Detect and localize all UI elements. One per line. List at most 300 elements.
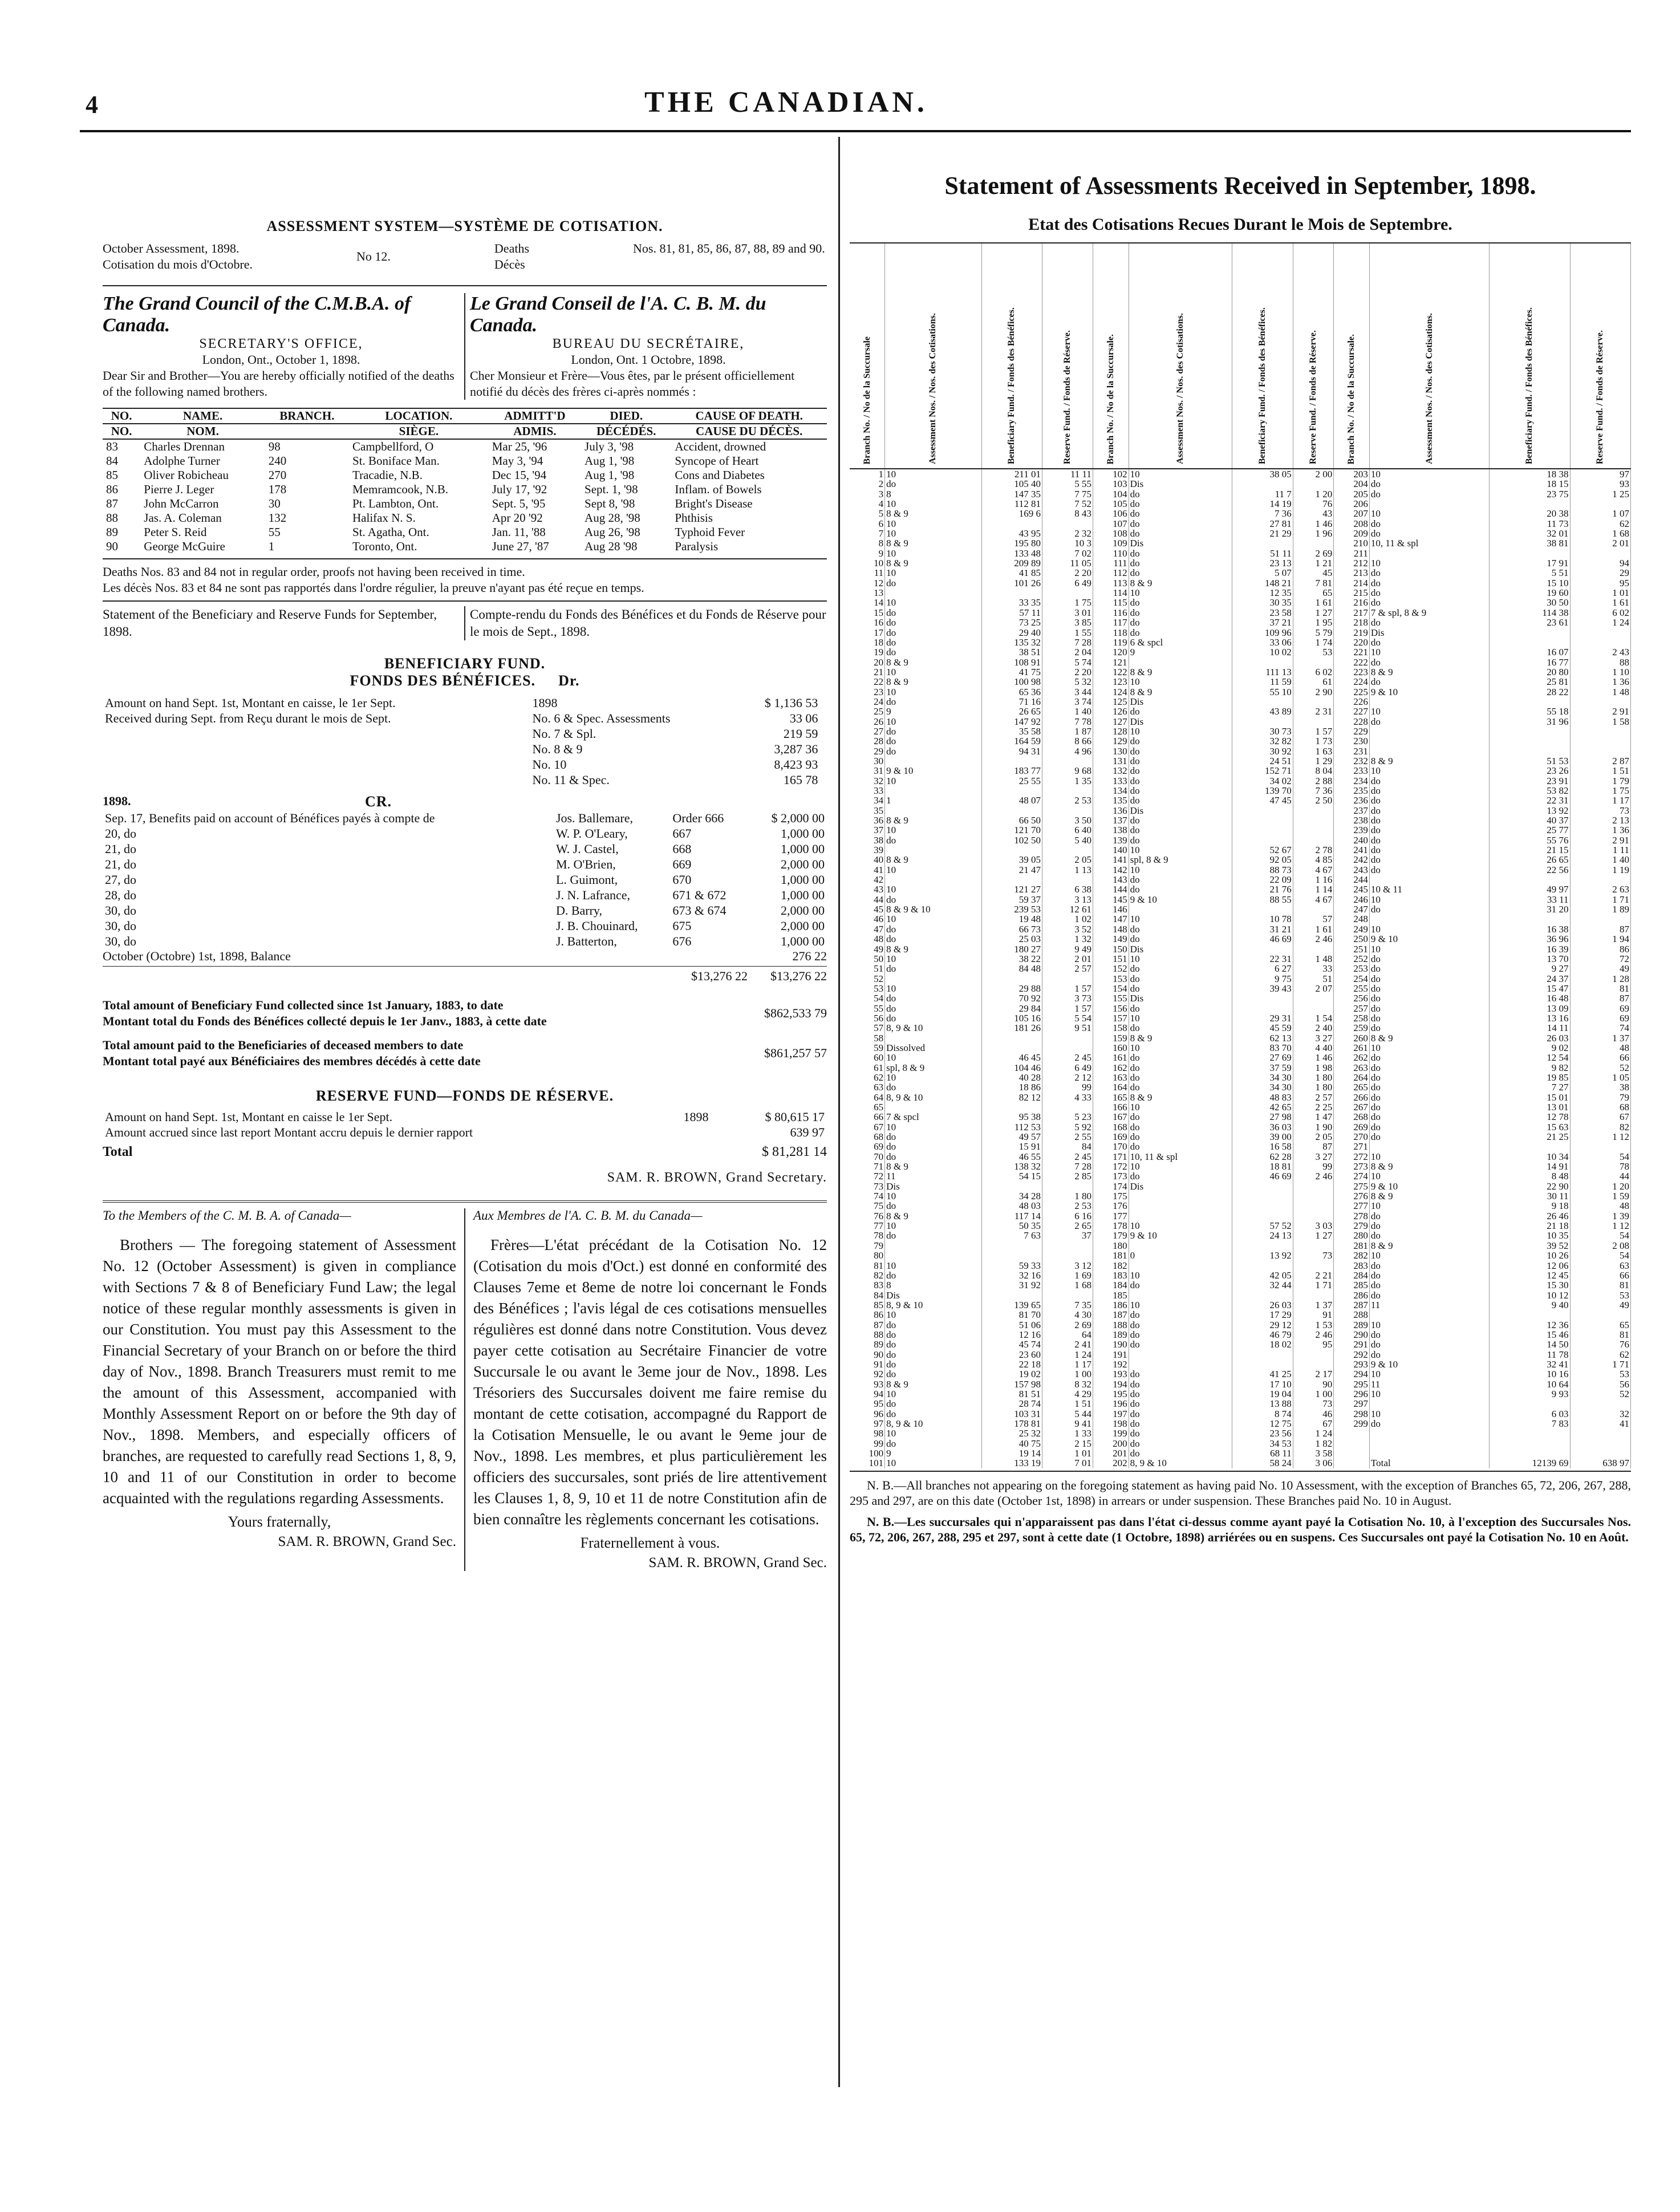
table-cell: do	[1369, 1013, 1489, 1023]
table-cell: Charles Drennan	[144, 440, 225, 453]
table-cell: 240	[1334, 835, 1370, 845]
table-row	[850, 1073, 1631, 1082]
table-cell: 52 67	[1232, 845, 1293, 855]
table-cell: Mar 25, '96	[492, 440, 547, 453]
table-cell: 29	[850, 746, 885, 756]
table-cell: 182	[1093, 1261, 1129, 1271]
table-cell: 43	[1293, 509, 1333, 518]
table-cell: do	[1369, 984, 1489, 993]
table-cell: Pt. Lambton, Ont.	[352, 497, 439, 510]
table-row	[850, 509, 1631, 518]
table-cell	[1129, 1201, 1232, 1211]
table-cell: 28 74	[981, 1399, 1042, 1409]
table-cell: do	[1129, 1330, 1232, 1340]
table-cell: do	[1369, 1112, 1489, 1122]
table-cell: 270	[1334, 1132, 1370, 1142]
table-cell: 10	[1369, 647, 1489, 657]
table-cell: 57 11	[981, 608, 1042, 618]
table-row	[850, 815, 1631, 825]
table-cell: Aug 28, '98	[585, 511, 640, 525]
table-cell: 103 31	[981, 1409, 1042, 1419]
table-cell: 45 74	[981, 1340, 1042, 1349]
table-cell: do	[1369, 815, 1489, 825]
table-cell	[1369, 875, 1489, 884]
table-cell: 22 31	[1232, 954, 1293, 964]
table-cell: spl, 8 & 9	[885, 1063, 982, 1073]
table-cell: 129	[1093, 736, 1129, 746]
table-cell: 2 12	[1042, 1073, 1093, 1082]
table-cell	[1334, 1439, 1370, 1448]
table-cell: do	[885, 895, 982, 904]
table-cell: 1,000 00	[781, 826, 825, 841]
column-header	[1232, 243, 1293, 469]
table-cell: 114	[1093, 588, 1129, 598]
table-cell	[1293, 1261, 1333, 1271]
page-number: 4	[86, 91, 98, 119]
table-cell	[1490, 549, 1570, 558]
table-cell: 0	[1129, 1251, 1232, 1260]
table-cell: do	[1369, 806, 1489, 815]
table-cell	[1570, 1428, 1630, 1438]
table-cell: 119	[1093, 638, 1129, 647]
table-cell: 158	[1093, 1023, 1129, 1033]
letter-fr-signature: SAM. R. BROWN, Grand Sec.	[648, 1555, 827, 1570]
table-cell	[1570, 697, 1630, 707]
double-rule	[103, 1200, 827, 1203]
table-row	[850, 598, 1631, 607]
table-cell: 22 31	[1490, 795, 1570, 805]
table-cell: 176	[1093, 1201, 1129, 1211]
table-cell: 146	[1093, 904, 1129, 914]
table-cell: do	[885, 835, 982, 845]
table-cell: 247	[1334, 904, 1370, 914]
table-cell: 23 91	[1490, 776, 1570, 786]
table-cell: 45	[1293, 568, 1333, 578]
table-cell: 70 92	[981, 993, 1042, 1003]
table-cell: Order 666	[672, 811, 724, 825]
table-cell: 53 82	[1490, 786, 1570, 795]
table-row	[850, 677, 1631, 687]
table-cell	[103, 741, 530, 757]
table-cell: W. J. Castel,	[555, 842, 619, 856]
table-cell: Dis	[1129, 1182, 1232, 1191]
table-row	[850, 1330, 1631, 1340]
table-cell: 105 40	[981, 479, 1042, 489]
table-cell: Total	[1369, 1458, 1489, 1468]
column-header: ADMIS.	[489, 424, 581, 439]
table-cell: 11 11	[1042, 469, 1093, 479]
table-cell: 81 51	[981, 1389, 1042, 1399]
table-cell: do	[1369, 1122, 1489, 1132]
table-cell	[1232, 1290, 1293, 1300]
table-cell: do	[1129, 1122, 1232, 1132]
table-cell: 1 69	[1042, 1271, 1093, 1280]
table-cell: 107	[1093, 519, 1129, 529]
statement-en: Statement of the Beneficiary and Reserve Funds for September, 1898.	[103, 606, 465, 640]
table-cell: 47 45	[1232, 795, 1293, 805]
table-cell: 66	[850, 1112, 885, 1122]
table-cell: 5 07	[1232, 568, 1293, 578]
table-cell: 27 69	[1232, 1053, 1293, 1062]
table-row	[850, 499, 1631, 509]
table-cell	[981, 845, 1042, 855]
table-cell: 82	[850, 1271, 885, 1280]
table-cell	[103, 726, 530, 741]
rf-total-row	[103, 1144, 827, 1160]
table-cell: 186	[1093, 1300, 1129, 1310]
table-cell: 178 81	[981, 1419, 1042, 1428]
table-cell	[1369, 1428, 1489, 1438]
table-cell: 6 & spcl	[1129, 638, 1232, 647]
table-cell: 8 & 9	[885, 657, 982, 667]
table-cell: do	[885, 1399, 982, 1409]
table-cell	[981, 786, 1042, 795]
table-cell: 100	[850, 1448, 885, 1458]
table-cell: W. P. O'Leary,	[555, 826, 628, 841]
table-cell: Dis	[885, 1182, 982, 1191]
table-cell	[1232, 717, 1293, 726]
table-cell: 7 52	[1042, 499, 1093, 509]
table-cell: 30 73	[1232, 726, 1293, 736]
table-cell: 49	[1570, 964, 1630, 973]
table-cell: do	[885, 1340, 982, 1349]
statement-header	[103, 606, 827, 640]
table-cell: 73	[1570, 806, 1630, 815]
table-cell: 209 89	[981, 558, 1042, 568]
table-row	[850, 1132, 1631, 1142]
table-cell: 73 25	[981, 618, 1042, 627]
table-cell: 88	[850, 1330, 885, 1340]
table-cell: 48	[1570, 1043, 1630, 1053]
table-cell: 92 05	[1232, 855, 1293, 864]
table-cell: 29 40	[981, 628, 1042, 638]
table-cell: 13 88	[1232, 1399, 1293, 1409]
table-cell: Campbellford, O	[352, 440, 434, 453]
table-cell: 1 10	[1570, 667, 1630, 677]
table-row	[850, 1350, 1631, 1359]
table-cell: 44	[850, 895, 885, 904]
table-cell: 10	[1369, 944, 1489, 954]
table-cell: 57	[850, 1023, 885, 1033]
table-cell: 30, do	[105, 934, 136, 948]
column-header	[885, 243, 982, 469]
table-cell: 13	[850, 588, 885, 598]
table-cell: 2 15	[1042, 1439, 1093, 1448]
table-cell: Jas. A. Coleman	[144, 511, 222, 525]
table-cell: 1 36	[1570, 825, 1630, 835]
table-cell: 8 & 9	[1129, 578, 1232, 588]
table-cell: do	[1129, 964, 1232, 973]
table-cell: 81	[1570, 984, 1630, 993]
table-row	[850, 529, 1631, 538]
table-cell: 73	[850, 1182, 885, 1191]
table-row	[850, 1359, 1631, 1369]
column-header: ADMITT'D	[489, 408, 581, 424]
table-cell: 8, 9 & 10	[1129, 1458, 1232, 1468]
table-cell: do	[1129, 1171, 1232, 1181]
table-cell	[1042, 1102, 1093, 1112]
table-cell: do	[1369, 489, 1489, 499]
table-cell: do	[1129, 1419, 1232, 1428]
table-cell: Dis	[885, 1290, 982, 1300]
table-cell	[1490, 875, 1570, 884]
table-cell: 184	[1093, 1280, 1129, 1290]
table-cell: do	[1369, 479, 1489, 489]
table-cell	[1042, 1033, 1093, 1043]
table-cell: 9 & 10	[1369, 687, 1489, 697]
table-cell: 10 26	[1490, 1251, 1570, 1260]
table-cell: 197	[1093, 1409, 1129, 1419]
table-cell: 62 13	[1232, 1033, 1293, 1043]
table-cell: 55 10	[1232, 687, 1293, 697]
table-cell: 1 61	[1293, 924, 1333, 934]
table-cell: do	[1369, 855, 1489, 864]
table-row	[850, 1142, 1631, 1151]
table-cell: 3 52	[1042, 924, 1093, 934]
table-cell: Dec 15, '94	[492, 468, 547, 482]
table-cell	[1042, 588, 1093, 598]
table-cell: do	[885, 1004, 982, 1013]
table-cell: 1 80	[1293, 1082, 1333, 1092]
table-cell: 2 08	[1570, 1241, 1630, 1251]
table-cell: 138 32	[981, 1162, 1042, 1171]
table-cell: 49	[850, 944, 885, 954]
table-cell: 219	[1334, 628, 1370, 638]
table-cell: 65 36	[981, 687, 1042, 697]
table-cell: 1 48	[1293, 954, 1333, 964]
table-cell	[1570, 726, 1630, 736]
table-cell	[981, 1043, 1042, 1053]
column-header	[265, 424, 349, 439]
table-cell: 11 59	[1232, 677, 1293, 687]
table-cell	[1232, 1004, 1293, 1013]
table-cell: 217	[1334, 608, 1370, 618]
table-cell: do	[1129, 1379, 1232, 1389]
table-cell: 99	[1293, 1162, 1333, 1171]
table-cell	[1490, 697, 1570, 707]
letter-en-close: Yours fraternally,	[228, 1513, 331, 1530]
table-cell: 98	[268, 440, 281, 453]
table-cell: 121 27	[981, 884, 1042, 894]
table-cell	[1129, 1290, 1232, 1300]
table-cell: 8,423 93	[774, 757, 818, 772]
table-cell: 39	[850, 845, 885, 855]
table-cell: 37	[1042, 1231, 1093, 1240]
table-cell: 19 48	[981, 914, 1042, 924]
table-cell: 54 15	[981, 1171, 1042, 1181]
table-cell: 210	[1334, 538, 1370, 548]
column-header	[1570, 243, 1630, 469]
table-cell: do	[1129, 618, 1232, 627]
table-cell: 34 28	[981, 1191, 1042, 1201]
table-cell: 23	[850, 687, 885, 697]
table-cell	[1570, 638, 1630, 647]
table-cell	[885, 1102, 982, 1112]
table-cell: 15 46	[1490, 1330, 1570, 1340]
table-row	[850, 954, 1631, 964]
table-cell: 53	[1570, 1290, 1630, 1300]
table-cell: 8 & 9	[885, 509, 982, 518]
table-cell	[1570, 1399, 1630, 1409]
table-cell: do	[1129, 489, 1232, 499]
top-rule	[80, 130, 1631, 132]
table-cell: 270	[268, 468, 287, 482]
table-cell: do	[885, 736, 982, 746]
table-cell: 109 96	[1232, 628, 1293, 638]
masthead: THE CANADIAN.	[644, 86, 928, 119]
table-cell: 93	[1570, 479, 1630, 489]
table-cell: 81 70	[981, 1310, 1042, 1320]
table-cell: do	[1369, 1261, 1489, 1271]
table-cell: 1 71	[1570, 1359, 1630, 1369]
table-cell: 156	[1093, 1004, 1129, 1013]
table-cell: 10	[1129, 845, 1232, 855]
table-cell	[1570, 1142, 1630, 1151]
table-cell: 15 30	[1490, 1280, 1570, 1290]
table-cell: 1 37	[1570, 1033, 1630, 1043]
table-row	[850, 786, 1631, 795]
table-cell: 30, do	[105, 919, 136, 933]
table-cell: 18 15	[1490, 479, 1570, 489]
table-cell: 10	[1369, 1201, 1489, 1211]
table-cell: 1 63	[1293, 746, 1333, 756]
table-cell: 11 78	[1490, 1350, 1570, 1359]
table-cell: do	[1369, 835, 1489, 845]
table-cell: 139 70	[1232, 786, 1293, 795]
table-cell: 59 37	[981, 895, 1042, 904]
table-cell: 98	[850, 1428, 885, 1438]
table-cell: 29 31	[1232, 1013, 1293, 1023]
table-cell: 214	[1334, 578, 1370, 588]
table-cell: 239	[1334, 825, 1370, 835]
table-cell: 7 36	[1293, 786, 1333, 795]
table-cell: 42 05	[1232, 1271, 1293, 1280]
table-cell: 10	[1369, 1389, 1489, 1399]
table-cell: 207	[1334, 509, 1370, 518]
column-header-label: Assessment Nos. / Nos. des Cotisations.	[928, 313, 938, 464]
table-cell: 2 57	[1042, 964, 1093, 973]
column-header	[1369, 243, 1489, 469]
table-cell	[885, 786, 982, 795]
table-cell	[1293, 1191, 1333, 1201]
table-cell	[885, 875, 982, 884]
table-cell	[1334, 1428, 1370, 1438]
table-cell	[1293, 1350, 1333, 1359]
table-row	[850, 1063, 1631, 1073]
table-row	[850, 984, 1631, 993]
table-cell: 10	[1129, 1300, 1232, 1310]
table-cell: 3 27	[1293, 1152, 1333, 1162]
table-cell: 94	[1570, 558, 1630, 568]
table-cell: 174	[1093, 1182, 1129, 1191]
table-cell: J. N. Lafrance,	[555, 888, 631, 902]
table-cell: 2 43	[1570, 647, 1630, 657]
statement-fr: Compte-rendu du Fonds des Bénéfices et du Fonds de Réserve pour le mois de Sept., 1898.	[470, 607, 826, 639]
table-cell: 1 00	[1293, 1389, 1333, 1399]
table-cell: Syncope of Heart	[675, 454, 759, 468]
table-cell: 2 90	[1293, 687, 1333, 697]
table-cell: 1 75	[1042, 598, 1093, 607]
table-cell	[1293, 904, 1333, 914]
table-cell: 1 27	[1293, 1231, 1333, 1240]
table-row	[850, 489, 1631, 499]
table-cell: do	[1129, 766, 1232, 776]
table-cell: Toronto, Ont.	[352, 539, 417, 553]
table-cell: 212	[1334, 558, 1370, 568]
table-cell: 6 27	[1232, 964, 1293, 973]
table-row	[103, 1125, 827, 1140]
table-cell: 90	[850, 1350, 885, 1359]
table-cell: 102 50	[981, 835, 1042, 845]
table-cell: 4 30	[1042, 1310, 1093, 1320]
table-cell: Amount accrued since last report Montant accru depuis le dernier rapport	[105, 1125, 473, 1139]
table-cell: 2 69	[1042, 1320, 1093, 1330]
table-cell: 147	[1093, 914, 1129, 924]
table-cell: 18 86	[981, 1082, 1042, 1092]
table-cell: do	[1129, 1063, 1232, 1073]
assessment-no: No 12.	[356, 249, 391, 263]
table-cell: 164 59	[981, 736, 1042, 746]
table-cell: 22 56	[1490, 865, 1570, 875]
table-cell: 77	[850, 1221, 885, 1231]
bf-title-row	[103, 672, 827, 689]
table-cell	[1293, 944, 1333, 954]
table-cell: 1 40	[1570, 855, 1630, 864]
letter-fr-close: Fraternellement à vous.	[580, 1535, 720, 1551]
table-cell: 52	[850, 974, 885, 984]
table-cell: Apr 20 '92	[492, 511, 543, 525]
table-cell: 10	[885, 1122, 982, 1132]
table-cell: 140	[1093, 845, 1129, 855]
section-title: ASSESSMENT SYSTEM—SYSTÈME DE COTISATION.	[266, 218, 663, 234]
table-cell: 1 29	[1293, 756, 1333, 766]
table-cell: 56	[1570, 1379, 1630, 1389]
table-cell: 14 91	[1490, 1162, 1570, 1171]
table-cell: 224	[1334, 677, 1370, 687]
table-cell: 67	[1570, 1112, 1630, 1122]
table-cell: 7 28	[1042, 1162, 1093, 1171]
table-cell: 103	[1093, 479, 1129, 489]
table-cell: Adolphe Turner	[144, 454, 220, 468]
date-fr: London, Ont. 1 Octobre, 1898.	[571, 352, 726, 367]
table-cell	[1334, 1458, 1370, 1468]
rule	[103, 600, 827, 602]
table-cell: do	[1369, 1211, 1489, 1221]
table-cell	[1369, 726, 1489, 736]
table-cell	[1490, 628, 1570, 638]
table-cell: 5 40	[1042, 835, 1093, 845]
table-cell: 66	[1570, 1271, 1630, 1280]
table-cell: do	[1129, 1082, 1232, 1092]
table-cell: 233	[1334, 766, 1370, 776]
table-cell	[1490, 1428, 1570, 1438]
table-cell: 111 13	[1232, 667, 1293, 677]
table-cell	[820, 726, 827, 741]
table-row	[103, 711, 827, 726]
table-cell: 121 70	[981, 825, 1042, 835]
table-cell	[885, 756, 982, 766]
table-cell: 205	[1334, 489, 1370, 499]
table-cell: 78	[1570, 1162, 1630, 1171]
table-cell: 49	[1570, 1300, 1630, 1310]
letter-en-block	[103, 1208, 465, 1571]
table-cell: 2 40	[1293, 1023, 1333, 1033]
table-cell: Amount on hand Sept. 1st, Montant en caisse le 1er Sept.	[105, 1110, 393, 1124]
table-row	[850, 1033, 1631, 1043]
table-cell: 133 48	[981, 549, 1042, 558]
table-cell: 27	[850, 726, 885, 736]
table-cell: do	[885, 1369, 982, 1379]
